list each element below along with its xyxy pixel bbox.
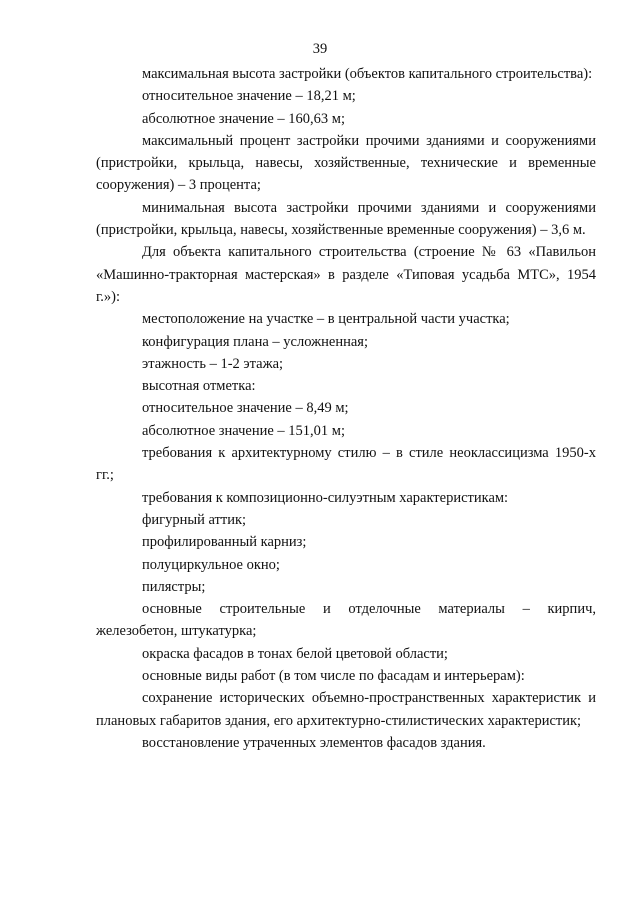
paragraph-facade-color: окраска фасадов в тонах белой цветовой области; [142, 645, 448, 662]
paragraph-window: полуциркульное окно; [142, 556, 280, 573]
paragraph-height-mark: высотная отметка: [142, 378, 256, 395]
paragraph-max-build-percent: максимальный процент застройки прочими зданиями и сооружениями (пристройки, крыльца, навесы, хозяйственные, технические и временные сооружения) – 3 процента; [96, 132, 596, 194]
paragraph-preservation: сохранение исторических объемно-пространственных характеристик и плановых габаритов здания, его архитектурно-стилистических характеристик; [96, 690, 596, 729]
paragraph-materials: основные строительные и отделочные материалы – кирпич, железобетон, штукатурка; [96, 601, 596, 640]
paragraph-relative-value-2: относительное значение – 8,49 м; [142, 400, 349, 417]
page-number: 39 [312, 41, 328, 57]
paragraph-plan-configuration: конфигурация плана – усложненная; [142, 333, 368, 350]
paragraph-cornice: профилированный карниз; [142, 534, 307, 551]
paragraph-absolute-value: абсолютное значение – 160,63 м; [142, 110, 345, 127]
paragraph-location: местоположение на участке – в центральной части участка; [142, 311, 510, 328]
document-body [96, 63, 596, 754]
paragraph-restoration: восстановление утраченных элементов фасадов здания. [142, 734, 486, 751]
paragraph-attic: фигурный аттик; [142, 511, 247, 528]
paragraph-min-height: минимальная высота застройки прочими зданиями и сооружениями (пристройки, крыльца, навесы, хозяйственные временные сооружения) – 3,6 м. [96, 199, 596, 239]
paragraph-absolute-value-2: абсолютное значение – 151,01 м; [142, 422, 345, 439]
paragraph-pilasters: пилястры; [142, 578, 206, 595]
paragraph-relative-value: относительное значение – 18,21 м; [142, 88, 356, 105]
paragraph-floors: этажность – 1-2 этажа; [142, 355, 284, 372]
paragraph-object-heading: Для объекта капитального строительства (строение № 63 «Павильон «Машинно-тракторная мастерская» в разделе «Типовая усадьба МТС», 1954 г.»): [96, 244, 596, 305]
paragraph-max-height: максимальная высота застройки (объектов капитального строительства): [142, 66, 593, 82]
paragraph-architectural-style: требования к архитектурному стилю – в стиле неоклассицизма 1950-х гг.; [96, 445, 596, 484]
paragraph-silhouette-requirements: требования к композиционно-силуэтным характеристикам: [142, 489, 509, 506]
paragraph-works: основные виды работ (в том числе по фасадам и интерьерам): [142, 668, 525, 685]
